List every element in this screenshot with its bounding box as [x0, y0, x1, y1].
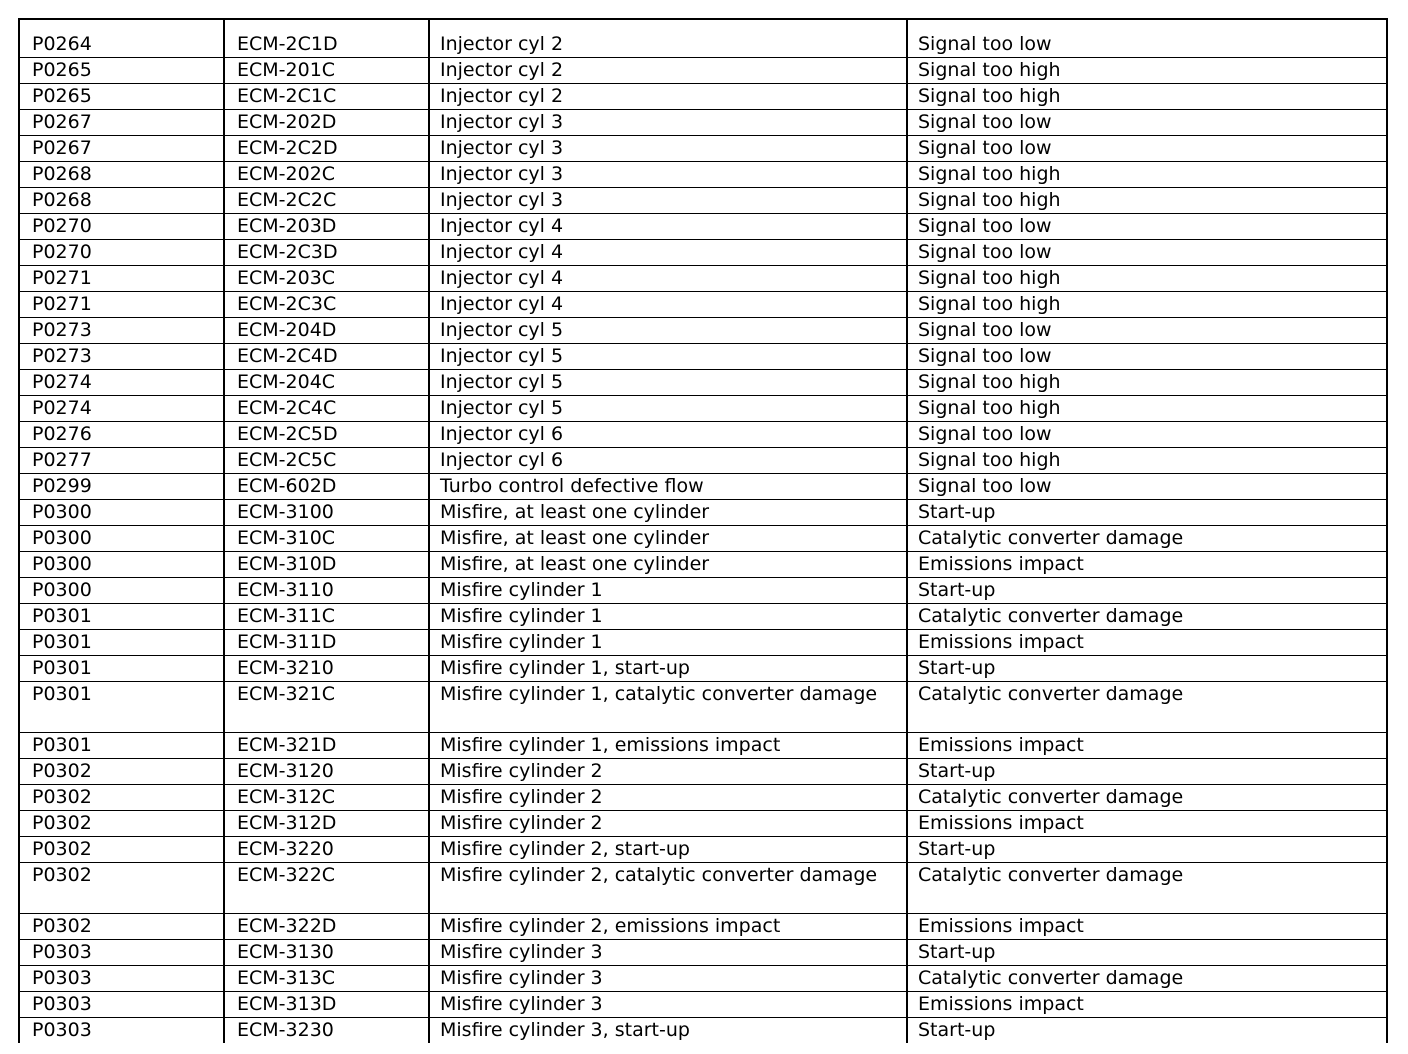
- cell-pcode: P0276: [19, 422, 224, 448]
- cell-cond: Signal too low: [907, 19, 1387, 58]
- cell-pcode: P0274: [19, 370, 224, 396]
- table-body: [19, 19, 1387, 1043]
- cell-ecm: ECM-311C: [224, 604, 429, 630]
- cell-ecm: ECM-2C4C: [224, 396, 429, 422]
- cell-pcode: P0303: [19, 966, 224, 992]
- cell-pcode: P0267: [19, 110, 224, 136]
- table-row: [19, 84, 1387, 110]
- cell-pcode: P0302: [19, 837, 224, 863]
- table-row: [19, 214, 1387, 240]
- cell-ecm: ECM-202C: [224, 162, 429, 188]
- cell-cond: Emissions impact: [907, 552, 1387, 578]
- table-row: [19, 344, 1387, 370]
- table-row: [19, 682, 1387, 733]
- cell-cond: Start-up: [907, 759, 1387, 785]
- cell-pcode: P0302: [19, 759, 224, 785]
- table-row: [19, 396, 1387, 422]
- cell-desc: Misfire cylinder 1: [429, 604, 907, 630]
- cell-desc: Misfire cylinder 2: [429, 759, 907, 785]
- cell-ecm: ECM-311D: [224, 630, 429, 656]
- table-row: [19, 58, 1387, 84]
- cell-desc: Turbo control defective flow: [429, 474, 907, 500]
- table-row: [19, 19, 1387, 58]
- table-row: [19, 500, 1387, 526]
- cell-ecm: ECM-2C3C: [224, 292, 429, 318]
- cell-cond: Start-up: [907, 578, 1387, 604]
- cell-pcode: P0277: [19, 448, 224, 474]
- cell-ecm: ECM-3130: [224, 940, 429, 966]
- cell-pcode: P0273: [19, 318, 224, 344]
- cell-desc: Injector cyl 4: [429, 292, 907, 318]
- cell-cond: Emissions impact: [907, 811, 1387, 837]
- cell-desc: Misfire cylinder 1, catalytic converter damage: [429, 682, 907, 733]
- cell-cond: Signal too high: [907, 58, 1387, 84]
- cell-cond: Signal too high: [907, 448, 1387, 474]
- cell-ecm: ECM-313D: [224, 992, 429, 1018]
- cell-desc: Injector cyl 4: [429, 214, 907, 240]
- cell-cond: Catalytic converter damage: [907, 682, 1387, 733]
- cell-desc: Misfire cylinder 3, start-up: [429, 1018, 907, 1044]
- table-row: [19, 292, 1387, 318]
- cell-ecm: ECM-3230: [224, 1018, 429, 1044]
- cell-desc: Injector cyl 3: [429, 162, 907, 188]
- table-row: [19, 759, 1387, 785]
- cell-ecm: ECM-203C: [224, 266, 429, 292]
- cell-cond: Start-up: [907, 940, 1387, 966]
- cell-desc: Misfire cylinder 1: [429, 630, 907, 656]
- cell-desc: Misfire cylinder 3: [429, 966, 907, 992]
- cell-pcode: P0302: [19, 863, 224, 914]
- cell-desc: Injector cyl 3: [429, 110, 907, 136]
- cell-pcode: P0271: [19, 292, 224, 318]
- cell-ecm: ECM-3100: [224, 500, 429, 526]
- cell-pcode: P0302: [19, 785, 224, 811]
- cell-desc: Misfire cylinder 1, start-up: [429, 656, 907, 682]
- cell-desc: Injector cyl 5: [429, 370, 907, 396]
- cell-cond: Signal too high: [907, 396, 1387, 422]
- table-row: [19, 526, 1387, 552]
- cell-pcode: P0299: [19, 474, 224, 500]
- cell-cond: Signal too high: [907, 162, 1387, 188]
- cell-pcode: P0303: [19, 1018, 224, 1044]
- table-row: [19, 266, 1387, 292]
- cell-pcode: P0300: [19, 552, 224, 578]
- cell-pcode: P0300: [19, 578, 224, 604]
- cell-pcode: P0273: [19, 344, 224, 370]
- cell-desc: Misfire cylinder 3: [429, 940, 907, 966]
- cell-cond: Emissions impact: [907, 992, 1387, 1018]
- cell-desc: Misfire, at least one cylinder: [429, 500, 907, 526]
- cell-cond: Catalytic converter damage: [907, 785, 1387, 811]
- cell-ecm: ECM-2C2D: [224, 136, 429, 162]
- cell-ecm: ECM-2C5C: [224, 448, 429, 474]
- cell-pcode: P0268: [19, 188, 224, 214]
- cell-desc: Injector cyl 5: [429, 318, 907, 344]
- table-row: [19, 604, 1387, 630]
- table-row: [19, 940, 1387, 966]
- cell-desc: Misfire cylinder 1, emissions impact: [429, 733, 907, 759]
- cell-ecm: ECM-202D: [224, 110, 429, 136]
- cell-desc: Misfire cylinder 2, start-up: [429, 837, 907, 863]
- cell-ecm: ECM-3210: [224, 656, 429, 682]
- table-row: [19, 1018, 1387, 1044]
- cell-cond: Signal too low: [907, 110, 1387, 136]
- table-row: [19, 110, 1387, 136]
- cell-pcode: P0265: [19, 58, 224, 84]
- cell-cond: Signal too high: [907, 188, 1387, 214]
- cell-cond: Catalytic converter damage: [907, 966, 1387, 992]
- table-row: [19, 422, 1387, 448]
- cell-pcode: P0303: [19, 992, 224, 1018]
- table-row: [19, 578, 1387, 604]
- cell-desc: Injector cyl 2: [429, 19, 907, 58]
- cell-ecm: ECM-321D: [224, 733, 429, 759]
- cell-pcode: P0300: [19, 500, 224, 526]
- table-row: [19, 966, 1387, 992]
- cell-ecm: ECM-201C: [224, 58, 429, 84]
- cell-pcode: P0267: [19, 136, 224, 162]
- cell-pcode: P0300: [19, 526, 224, 552]
- table-row: [19, 448, 1387, 474]
- table-row: [19, 863, 1387, 914]
- table-row: [19, 785, 1387, 811]
- table-row: [19, 188, 1387, 214]
- cell-cond: Signal too high: [907, 292, 1387, 318]
- cell-ecm: ECM-310C: [224, 526, 429, 552]
- cell-pcode: P0302: [19, 811, 224, 837]
- cell-cond: Catalytic converter damage: [907, 863, 1387, 914]
- cell-ecm: ECM-321C: [224, 682, 429, 733]
- cell-cond: Catalytic converter damage: [907, 604, 1387, 630]
- cell-pcode: P0301: [19, 682, 224, 733]
- cell-desc: Injector cyl 5: [429, 344, 907, 370]
- cell-desc: Misfire cylinder 1: [429, 578, 907, 604]
- cell-cond: Signal too low: [907, 474, 1387, 500]
- cell-pcode: P0301: [19, 656, 224, 682]
- cell-pcode: P0268: [19, 162, 224, 188]
- cell-cond: Signal too high: [907, 266, 1387, 292]
- table-row: [19, 630, 1387, 656]
- cell-pcode: P0265: [19, 84, 224, 110]
- cell-ecm: ECM-204D: [224, 318, 429, 344]
- cell-cond: Signal too low: [907, 422, 1387, 448]
- table-row: [19, 240, 1387, 266]
- table-row: [19, 136, 1387, 162]
- cell-ecm: ECM-322D: [224, 914, 429, 940]
- cell-pcode: P0303: [19, 940, 224, 966]
- table-row: [19, 914, 1387, 940]
- cell-ecm: ECM-322C: [224, 863, 429, 914]
- table-row: [19, 552, 1387, 578]
- cell-desc: Misfire, at least one cylinder: [429, 526, 907, 552]
- cell-ecm: ECM-2C2C: [224, 188, 429, 214]
- cell-ecm: ECM-3110: [224, 578, 429, 604]
- cell-ecm: ECM-313C: [224, 966, 429, 992]
- cell-desc: Misfire cylinder 2, catalytic converter damage: [429, 863, 907, 914]
- cell-ecm: ECM-3220: [224, 837, 429, 863]
- table-row: [19, 656, 1387, 682]
- cell-desc: Misfire cylinder 3: [429, 992, 907, 1018]
- cell-pcode: P0274: [19, 396, 224, 422]
- table-row: [19, 370, 1387, 396]
- cell-ecm: ECM-2C1C: [224, 84, 429, 110]
- cell-ecm: ECM-203D: [224, 214, 429, 240]
- cell-desc: Injector cyl 2: [429, 84, 907, 110]
- cell-desc: Injector cyl 3: [429, 136, 907, 162]
- table-row: [19, 811, 1387, 837]
- cell-ecm: ECM-3120: [224, 759, 429, 785]
- cell-cond: Start-up: [907, 837, 1387, 863]
- cell-cond: Emissions impact: [907, 914, 1387, 940]
- cell-pcode: P0301: [19, 604, 224, 630]
- cell-pcode: P0301: [19, 630, 224, 656]
- cell-desc: Injector cyl 2: [429, 58, 907, 84]
- cell-ecm: ECM-2C3D: [224, 240, 429, 266]
- table-row: [19, 474, 1387, 500]
- cell-desc: Misfire cylinder 2: [429, 811, 907, 837]
- cell-cond: Signal too low: [907, 344, 1387, 370]
- cell-cond: Signal too high: [907, 370, 1387, 396]
- cell-desc: Injector cyl 6: [429, 448, 907, 474]
- table-row: [19, 162, 1387, 188]
- cell-pcode: P0271: [19, 266, 224, 292]
- table-row: [19, 992, 1387, 1018]
- cell-ecm: ECM-312D: [224, 811, 429, 837]
- cell-ecm: ECM-2C4D: [224, 344, 429, 370]
- cell-cond: Signal too low: [907, 136, 1387, 162]
- table-row: [19, 837, 1387, 863]
- cell-desc: Injector cyl 3: [429, 188, 907, 214]
- cell-cond: Signal too high: [907, 84, 1387, 110]
- cell-desc: Injector cyl 6: [429, 422, 907, 448]
- cell-pcode: P0301: [19, 733, 224, 759]
- cell-cond: Emissions impact: [907, 733, 1387, 759]
- cell-desc: Injector cyl 4: [429, 240, 907, 266]
- cell-pcode: P0264: [19, 19, 224, 58]
- cell-ecm: ECM-602D: [224, 474, 429, 500]
- cell-cond: Start-up: [907, 500, 1387, 526]
- cell-cond: Start-up: [907, 656, 1387, 682]
- cell-cond: Signal too low: [907, 214, 1387, 240]
- cell-cond: Start-up: [907, 1018, 1387, 1044]
- cell-desc: Misfire, at least one cylinder: [429, 552, 907, 578]
- table-row: [19, 318, 1387, 344]
- cell-cond: Emissions impact: [907, 630, 1387, 656]
- cell-pcode: P0270: [19, 214, 224, 240]
- cell-desc: Injector cyl 5: [429, 396, 907, 422]
- cell-desc: Misfire cylinder 2: [429, 785, 907, 811]
- cell-cond: Signal too low: [907, 318, 1387, 344]
- cell-ecm: ECM-204C: [224, 370, 429, 396]
- cell-desc: Injector cyl 4: [429, 266, 907, 292]
- cell-ecm: ECM-312C: [224, 785, 429, 811]
- cell-ecm: ECM-2C5D: [224, 422, 429, 448]
- cell-cond: Signal too low: [907, 240, 1387, 266]
- cell-cond: Catalytic converter damage: [907, 526, 1387, 552]
- cell-pcode: P0302: [19, 914, 224, 940]
- cell-ecm: ECM-2C1D: [224, 19, 429, 58]
- cell-desc: Misfire cylinder 2, emissions impact: [429, 914, 907, 940]
- cell-ecm: ECM-310D: [224, 552, 429, 578]
- diagnostic-code-table: [18, 18, 1388, 1043]
- cell-pcode: P0270: [19, 240, 224, 266]
- table-row: [19, 733, 1387, 759]
